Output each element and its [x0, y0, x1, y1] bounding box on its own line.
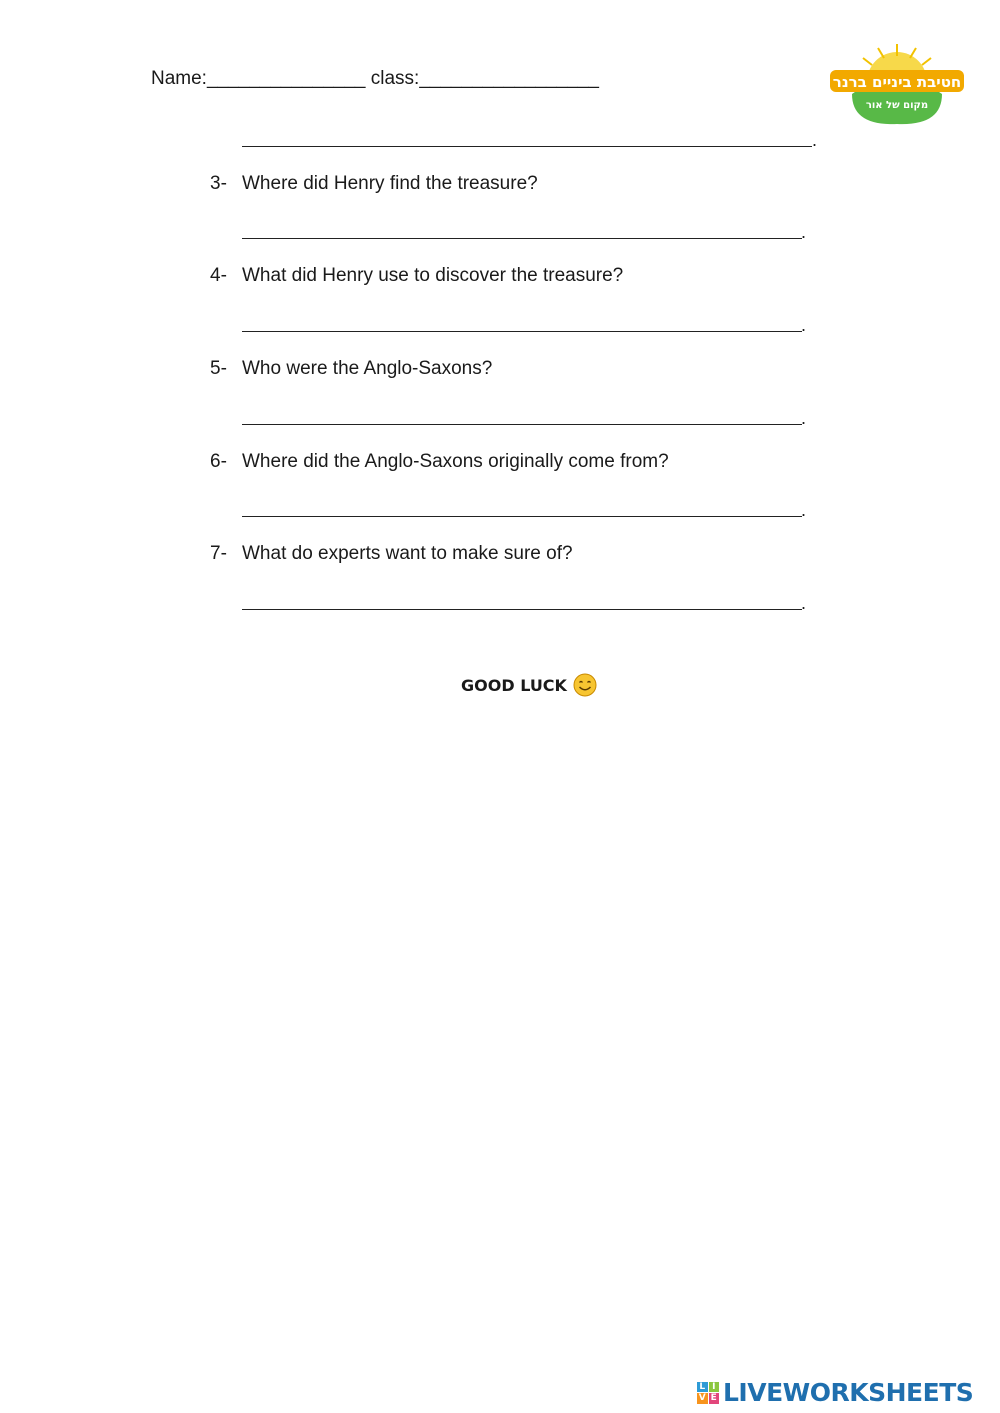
question-5	[210, 358, 492, 380]
logo-title: חטיבת ביניים ברנר	[832, 73, 962, 91]
answer-line-3[interactable]	[242, 238, 802, 239]
class-field[interactable]: class:_________________	[370, 68, 599, 89]
answer-line-end: .	[801, 408, 807, 428]
question-text: What do experts want to make sure of?	[242, 543, 573, 564]
student-info-line	[151, 68, 599, 90]
question-text: Who were the Anglo-Saxons?	[242, 358, 493, 379]
answer-line-7[interactable]	[242, 609, 802, 610]
answer-line-6[interactable]	[242, 516, 802, 517]
name-field[interactable]: Name:_______________	[151, 68, 366, 89]
smiley-face-icon	[573, 673, 597, 697]
answer-line-2[interactable]	[242, 146, 812, 147]
question-number: 3-	[210, 173, 227, 194]
liveworksheets-brand	[697, 1378, 973, 1407]
question-number: 5-	[210, 358, 227, 379]
school-logo	[828, 42, 966, 126]
good-luck-text: GOOD LUCK	[461, 675, 567, 695]
answer-line-5[interactable]	[242, 424, 802, 425]
question-3	[210, 173, 538, 195]
question-7	[210, 543, 573, 565]
answer-line-end: .	[801, 500, 807, 520]
good-luck-message	[461, 673, 597, 697]
answer-line-end: .	[801, 593, 807, 613]
answer-line-end: .	[801, 222, 807, 242]
logo-subtitle: מקום של אור	[865, 100, 929, 111]
question-6	[210, 451, 669, 473]
answer-line-end: .	[801, 315, 807, 335]
question-text: Where did Henry find the treasure?	[242, 173, 538, 194]
question-number: 4-	[210, 265, 227, 286]
question-text: Where did the Anglo-Saxons originally come from?	[242, 451, 669, 472]
liveworksheets-badge-icon: L I V E	[697, 1382, 719, 1404]
question-number: 7-	[210, 543, 227, 564]
question-number: 6-	[210, 451, 227, 472]
question-text: What did Henry use to discover the treasure?	[242, 265, 624, 286]
answer-line-4[interactable]	[242, 331, 802, 332]
answer-line-end: .	[812, 130, 818, 150]
liveworksheets-wordmark: LIVEWORKSHEETS	[723, 1378, 974, 1407]
question-4	[210, 265, 623, 287]
